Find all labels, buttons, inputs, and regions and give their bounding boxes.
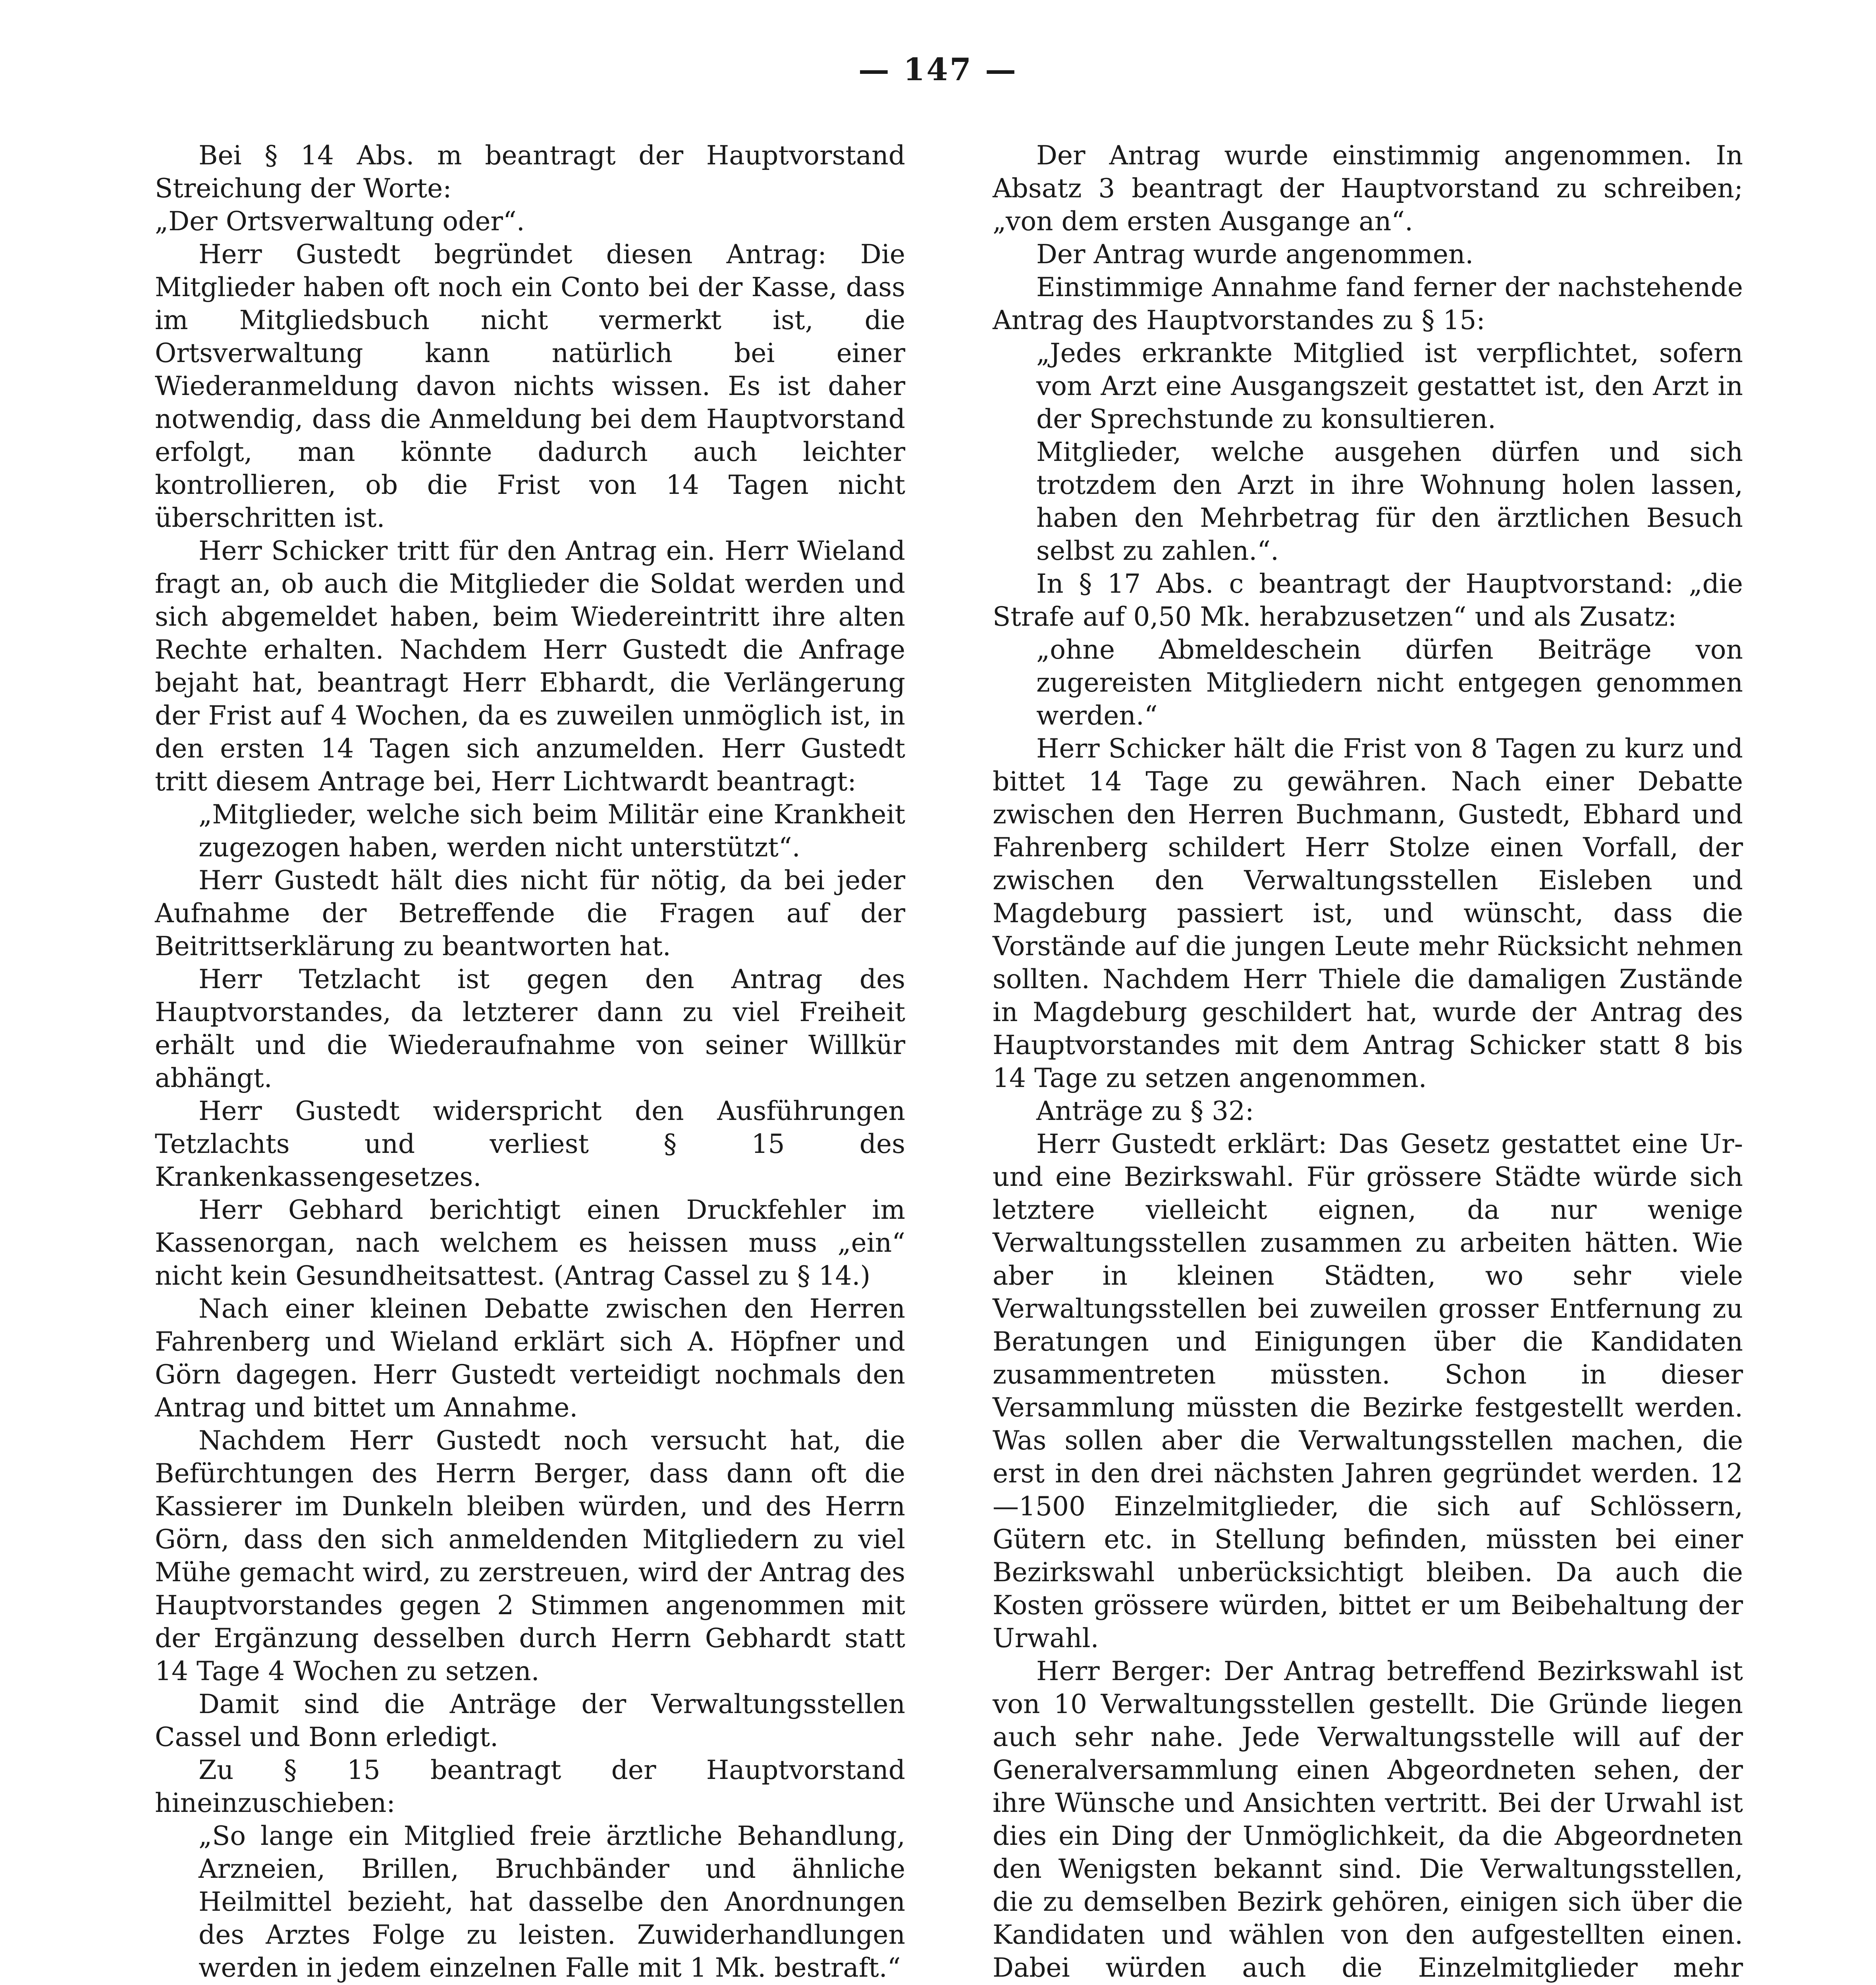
paragraph: Zu § 15 beantragt der Hauptvorstand hineinzuschieben:: [155, 1755, 905, 1818]
paragraph: In § 17 Abs. c beantragt der Hauptvorstand: „die Strafe auf 0,50 Mk. herabzusetzen“ und als Zusatz:: [993, 569, 1743, 632]
page-number: — 147 —: [858, 52, 1018, 88]
paragraph: Damit sind die Anträge der Verwaltungsstellen Cassel und Bonn erledigt.: [155, 1689, 905, 1752]
paragraph: Herr Gustedt hält dies nicht für nötig, da bei jeder Aufnahme der Betreffende die Fragen auf der Beitrittserklärung zu beantworten hat.: [155, 865, 905, 962]
paragraph: „Mitglieder, welche sich beim Militär eine Krankheit zugezogen haben, werden nicht unterstützt“.: [199, 799, 905, 863]
right-text-column: [993, 139, 1743, 1985]
paragraph: Nachdem Herr Gustedt noch versucht hat, die Befürchtungen des Herrn Berger, dass dann oft die Kassierer im Dunkeln bleiben würden, und des Herrn Görn, dass den sich anmeldenden Mitgliedern zu viel Mühe gemacht wird, zu zerstreuen, wird der Antrag des Hauptvorstandes gegen 2 Stimmen angenommen mit der Ergänzung desselben durch Herrn Gebhardt statt 14 Tage 4 Wochen zu setzen.: [155, 1425, 905, 1686]
paragraph: Nach einer kleinen Debatte zwischen den Herren Fahrenberg und Wieland erklärt sich A. Höpfner und Görn dagegen. Herr Gustedt verteidigt nochmals den Antrag und bittet um Annahme.: [155, 1293, 905, 1423]
paragraph: „Der Ortsverwaltung oder“.: [155, 206, 525, 237]
paragraph: Herr Gustedt widerspricht den Ausführungen Tetzlachts und verliest § 15 des Krankenkassengesetzes.: [155, 1096, 905, 1192]
paragraph: Herr Gebhard berichtigt einen Druckfehler im Kassenorgan, nach welchem es heissen muss „ein“ nicht kein Gesundheitsattest. (Antrag Cassel zu § 14.): [155, 1195, 905, 1291]
paragraph: Mitglieder, welche ausgehen dürfen und sich trotzdem den Arzt in ihre Wohnung holen lassen, haben den Mehrbetrag für den ärztlichen Besuch selbst zu zahlen.“.: [1036, 437, 1743, 566]
paragraph: Der Antrag wurde angenommen.: [1036, 239, 1474, 270]
paragraph: Herr Gustedt begründet diesen Antrag: Die Mitglieder haben oft noch ein Conto bei der Kasse, dass im Mitgliedsbuch nicht vermerkt ist, die Ortsverwaltung kann natürlich bei einer Wiederanmeldung davon nichts wissen. Es ist daher notwendig, dass die Anmeldung bei dem Hauptvorstand erfolgt, man könnte dadurch auch leichter kontrollieren, ob die Frist von 14 Tagen nicht überschritten ist.: [155, 239, 905, 533]
paragraph: Herr Gustedt erklärt: Das Gesetz gestattet eine Ur- und eine Bezirkswahl. Für grössere Städte würde sich letztere vielleicht eignen, da nur wenige Verwaltungsstellen zusammen zu arbeiten hätten. Wie aber in kleinen Städten, wo sehr viele Verwaltungsstellen bei zuweilen grosser Entfernung zu Beratungen und Einigungen über die Kandidaten zusammentreten müssten. Schon in dieser Versammlung müssten die Bezirke festgestellt werden. Was sollen aber die Verwaltungsstellen machen, die erst in den drei nächsten Jahren gegründet werden. 12—1500 Einzelmitglieder, die sich auf Schlössern, Gütern etc. in Stellung befinden, müssten bei einer Bezirkswahl unberücksichtigt bleiben. Da auch die Kosten grössere würden, bittet er um Beibehaltung der Urwahl.: [993, 1129, 1743, 1654]
paragraph: Herr Schicker hält die Frist von 8 Tagen zu kurz und bittet 14 Tage zu gewähren. Nach einer Debatte zwischen den Herren Buchmann, Gustedt, Ebhard und Fahrenberg schildert Herr Stolze einen Vorfall, der zwischen den Verwaltungsstellen Eisleben und Magdeburg passiert ist, und wünscht, dass die Vorstände auf die jungen Leute mehr Rücksicht nehmen sollten. Nachdem Herr Thiele die damaligen Zustände in Magdeburg geschildert hat, wurde der Antrag des Hauptvorstandes mit dem Antrag Schicker statt 8 bis 14 Tage zu setzen angenommen.: [993, 733, 1743, 1093]
paragraph: Der Antrag wurde einstimmig angenommen. In Absatz 3 beantragt der Hauptvorstand zu schreiben; „von dem ersten Ausgange an“.: [993, 140, 1743, 237]
paragraph: Herr Berger: Der Antrag betreffend Bezirkswahl ist von 10 Verwaltungsstellen gestellt. Die Gründe liegen auch sehr nahe. Jede Verwaltungsstelle will auf der Generalversammlung einen Abgeordneten sehen, der ihre Wünsche und Ansichten vertritt. Bei der Urwahl ist dies ein Ding der Unmöglichkeit, da die Abgeordneten den Wenigsten bekannt sind. Die Verwaltungsstellen, die zu demselben Bezirk gehören, einigen sich über die Kandidaten und wählen von den aufgestellten einen. Dabei würden auch die Einzelmitglieder mehr: [993, 1656, 1743, 1983]
paragraph: „Jedes erkrankte Mitglied ist verpflichtet, sofern vom Arzt eine Ausgangszeit gestattet ist, den Arzt in der Sprechstunde zu konsultieren.: [1036, 338, 1743, 434]
paragraph: Herr Schicker tritt für den Antrag ein. Herr Wieland fragt an, ob auch die Mitglieder die Soldat werden und sich abgemeldet haben, beim Wiedereintritt ihre alten Rechte erhalten. Nachdem Herr Gustedt die Anfrage bejaht hat, beantragt Herr Ebhardt, die Verlängerung der Frist auf 4 Wochen, da es zuweilen unmöglich ist, in den ersten 14 Tagen sich anzumelden. Herr Gustedt tritt diesem Antrage bei, Herr Lichtwardt beantragt:: [155, 536, 905, 797]
paragraph: „So lange ein Mitglied freie ärztliche Behandlung, Arzneien, Brillen, Bruchbänder und ähnliche Heilmittel bezieht, hat dasselbe den Anordnungen des Arztes Folge zu leisten. Zuwiderhandlungen werden in jedem einzelnen Falle mit 1 Mk. bestraft.“: [199, 1821, 905, 1983]
left-text-column: [155, 139, 905, 1985]
paragraph: Einstimmige Annahme fand ferner der nachstehende Antrag des Hauptvorstandes zu § 15:: [993, 272, 1743, 335]
paragraph: Bei § 14 Abs. m beantragt der Hauptvorstand Streichung der Worte:: [155, 140, 905, 204]
paragraph: Anträge zu § 32:: [1036, 1096, 1254, 1126]
paragraph: Herr Tetzlacht ist gegen den Antrag des Hauptvorstandes, da letzterer dann zu viel Freiheit erhält und die Wiederaufnahme von seiner Willkür abhängt.: [155, 964, 905, 1093]
paragraph: „ohne Abmeldeschein dürfen Beiträge von zugereisten Mitgliedern nicht entgegen genommen werden.“: [1036, 634, 1743, 731]
